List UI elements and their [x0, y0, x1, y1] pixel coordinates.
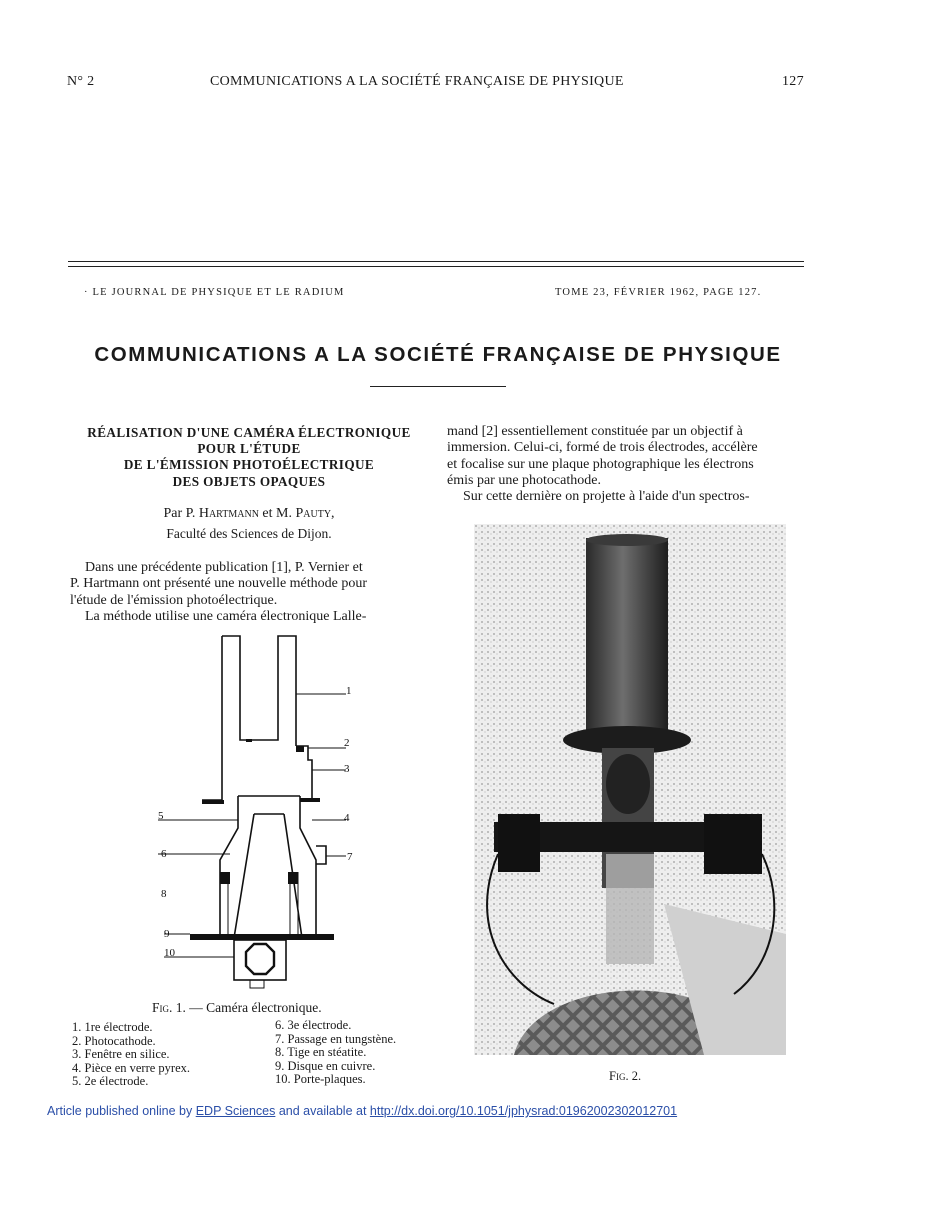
col1-line-1: Dans une précédente publication [1], P. Vernier et — [85, 560, 363, 575]
callout-1: 1 — [346, 685, 352, 697]
legend-item-5: 5. 2e électrode. — [72, 1074, 149, 1088]
legend-item-3: 3. Fenêtre en silice. — [72, 1047, 170, 1061]
callout-3: 3 — [344, 763, 350, 775]
article-title-line-4: DES OBJETS OPAQUES — [172, 473, 326, 489]
issue-number: N° 2 — [67, 74, 95, 89]
journal-volume-date: TOME 23, FÉVRIER 1962, PAGE 127. — [555, 287, 762, 298]
col1-line-4: La méthode utilise une caméra électronique Lalle- — [85, 608, 367, 624]
byline-suffix: , — [331, 506, 335, 521]
figure-1-label: Fig. 1. — [152, 1000, 186, 1015]
legend-item-4: 4. Pièce en verre pyrex. — [72, 1060, 190, 1075]
footer-prefix: Article published online by — [47, 1104, 196, 1118]
col2-line-1: mand [2] essentiellement constituée par un objectif à — [447, 424, 743, 439]
legend-item-2: 2. Photocathode. — [72, 1033, 156, 1048]
affiliation: Faculté des Sciences de Dijon. — [166, 526, 332, 541]
figure-2-label: Fig. 2. — [609, 1069, 642, 1083]
footer-middle: and available at — [275, 1104, 370, 1118]
article-title-line-2: POUR L'ÉTUDE — [197, 441, 301, 457]
callout-8: 8 — [161, 888, 167, 900]
col2-line-5: Sur cette dernière on projette à l'aide d'un spectros- — [463, 489, 750, 505]
col1-line-3: l'étude de l'émission photoélectrique. — [70, 592, 278, 608]
author-pauty: Pauty — [295, 506, 332, 521]
callout-5: 5 — [158, 810, 164, 822]
col2-line-2: immersion. Celui-ci, formé de trois électrodes, accélère — [447, 440, 758, 456]
author-hartmann: Hartmann — [198, 506, 259, 521]
title-divider — [370, 386, 506, 387]
byline-mid: et M. — [258, 506, 296, 521]
callout-4: 4 — [344, 812, 350, 824]
figure-2-caption — [609, 1069, 641, 1084]
page-number: 127 — [782, 74, 804, 89]
header-rule-top — [68, 261, 804, 262]
callout-9: 9 — [164, 928, 170, 940]
legend-item-6: 6. 3e électrode. — [275, 1018, 352, 1032]
legend-item-1: 1. 1re électrode. — [72, 1020, 153, 1034]
byline — [66, 506, 432, 522]
article-title-line-1: RÉALISATION D'UNE CAMÉRA ÉLECTRONIQUE — [87, 425, 411, 440]
figure-1-diagram — [150, 628, 370, 994]
legend-item-9: 9. Disque en cuivre. — [275, 1058, 376, 1073]
figure-2-photo — [474, 524, 786, 1055]
col2-line-4: émis par une photocathode. — [447, 472, 601, 488]
callout-6: 6 — [161, 848, 167, 860]
figure-1-caption-text: — Caméra électronique. — [189, 1000, 322, 1015]
callout-10: 10 — [164, 947, 175, 959]
header-rule-bottom — [68, 266, 804, 267]
byline-prefix: Par P. — [163, 506, 199, 521]
figure-1-caption — [152, 1000, 322, 1016]
figure-1-legend-left — [72, 1021, 190, 1089]
column-2-text — [447, 424, 809, 505]
doi-link[interactable]: http://dx.doi.org/10.1051/jphysrad:01962002302012701 — [369, 1104, 678, 1118]
col2-line-3: et focalise sur une plaque photographique les électrons — [447, 456, 754, 472]
legend-item-7: 7. Passage en tungstène. — [275, 1031, 397, 1046]
figure-1-legend-right — [275, 1019, 396, 1087]
col1-line-2: P. Hartmann ont présenté une nouvelle méthode pour — [70, 576, 368, 592]
callout-7: 7 — [347, 851, 353, 863]
journal-name: · LE JOURNAL DE PHYSIQUE ET LE RADIUM — [84, 287, 345, 298]
edp-sciences-link[interactable]: EDP Sciences — [195, 1104, 276, 1118]
column-1-text — [70, 560, 432, 625]
section-title: COMMUNICATIONS A LA SOCIÉTÉ FRANÇAISE DE PHYSIQUE — [94, 343, 782, 366]
article-title — [66, 425, 432, 490]
running-header-title: COMMUNICATIONS A LA SOCIÉTÉ FRANÇAISE DE PHYSIQUE — [210, 74, 624, 89]
callout-2: 2 — [344, 737, 350, 749]
publication-footer — [47, 1104, 677, 1118]
article-title-line-3: DE L'ÉMISSION PHOTOÉLECTRIQUE — [123, 457, 375, 473]
legend-item-10: 10. Porte-plaques. — [275, 1072, 366, 1086]
legend-item-8: 8. Tige en stéatite. — [275, 1045, 367, 1059]
